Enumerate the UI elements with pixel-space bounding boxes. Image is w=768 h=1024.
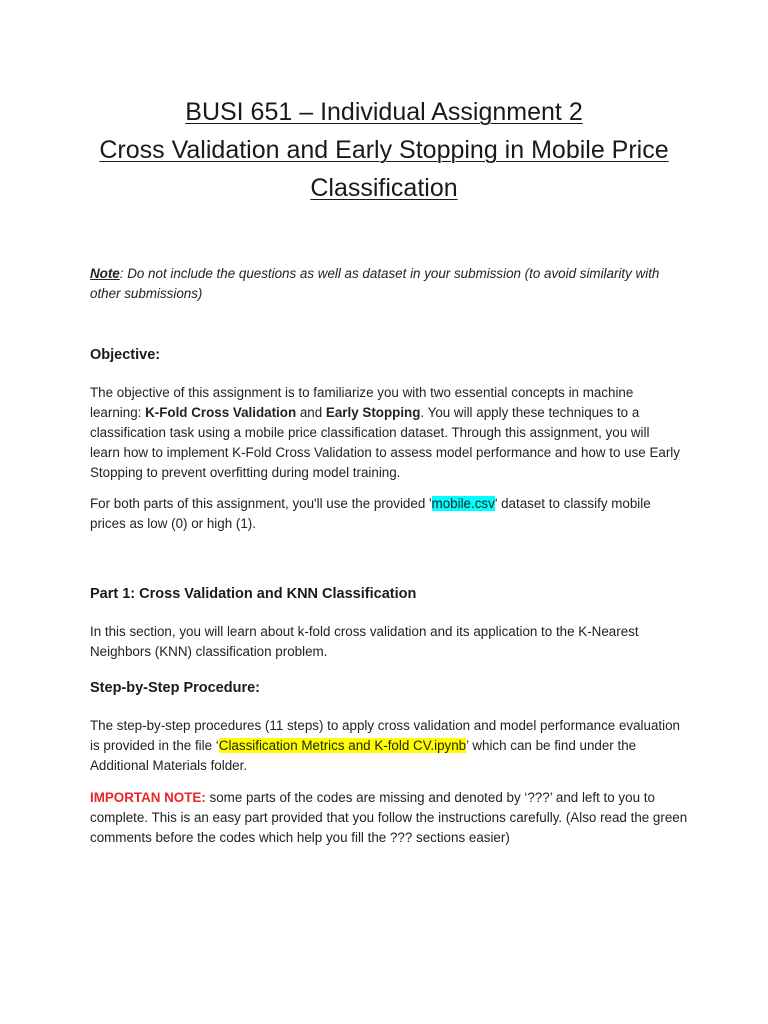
procedure-paragraph: The step-by-step procedures (11 steps) to apply cross validation and model performance evaluation is provided in the file ‘Classification Metrics and K-fold CV.ipynb’ which can be find under the Additional Materials folder. bbox=[90, 718, 680, 773]
submission-note bbox=[90, 264, 690, 304]
notebook-filename-highlight: Classification Metrics and K-fold CV.ipynb bbox=[218, 738, 467, 753]
document-title-line-2: Cross Validation and Early Stopping in Mobile Price bbox=[99, 136, 669, 164]
note-label: Note bbox=[90, 266, 120, 281]
part1-heading: Part 1: Cross Validation and KNN Classification bbox=[90, 586, 417, 602]
procedure-heading: Step-by-Step Procedure: bbox=[90, 680, 260, 696]
objective-paragraph: The objective of this assignment is to familiarize you with two essential concepts in machine learning: K-Fold Cross Validation and Early Stopping. You will apply these techniques to a classification task using a mobile price classification dataset. Through this assignment, you will learn how to implement K-Fold Cross Validation to assess model performance and how to use Early Stopping to prevent overfitting during model training. bbox=[90, 385, 680, 480]
important-note-paragraph: IMPORTAN NOTE: some parts of the codes are missing and denoted by ‘???’ and left to you to complete. This is an easy part provided that you follow the instructions carefully. (Also read the green comments before the codes which help you fill the ??? sections easier) bbox=[90, 790, 688, 845]
objective-heading: Objective: bbox=[90, 347, 161, 363]
important-note-label: IMPORTAN NOTE: bbox=[90, 790, 206, 805]
part1-paragraph: In this section, you will learn about k-fold cross validation and its application to the K-Nearest Neighbors (KNN) classification problem. bbox=[90, 624, 639, 659]
document-title-line-3: Classification bbox=[310, 174, 458, 202]
note-text: : Do not include the questions as well as dataset in your submission (to avoid similarity with other submissions) bbox=[90, 266, 660, 301]
dataset-filename-highlight: mobile.csv bbox=[431, 496, 495, 511]
dataset-paragraph: For both parts of this assignment, you'll use the provided 'mobile.csv' dataset to classify mobile prices as low (0) or high (1). bbox=[90, 496, 651, 531]
document-title-line-1: BUSI 651 – Individual Assignment 2 bbox=[185, 98, 583, 126]
